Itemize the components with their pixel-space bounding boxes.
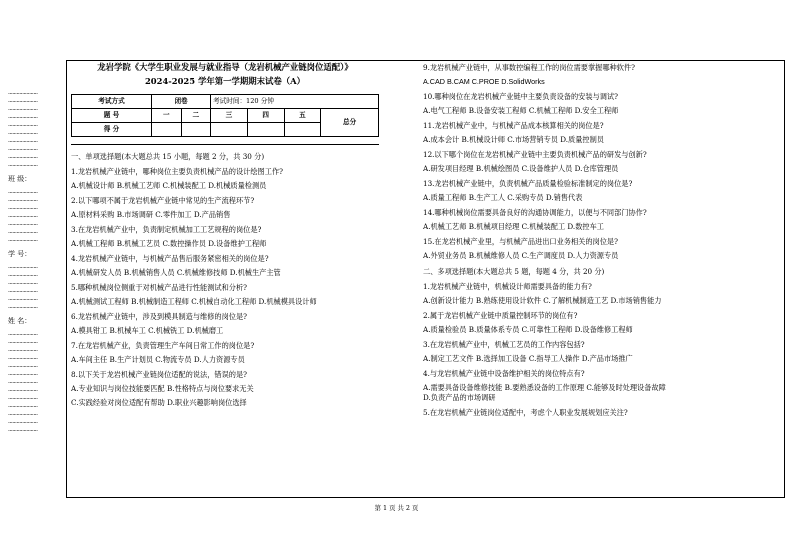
question: 5.哪种机械岗位侧重于对机械产品进行性能测试和分析? [71,283,248,292]
question-options: A.机械设计师 B.机械工艺师 C.机械装配工 D.机械质量检测员 [71,181,267,190]
dotted-line: ····················· [8,381,38,387]
q-col-4: 四 [247,109,284,123]
dotted-line: ····················· [8,349,38,355]
exam-frame [66,60,785,498]
dotted-line: ····················· [8,140,38,146]
question: 13.龙岩机械产业链中，负责机械产品质量检验标准制定的岗位是? [423,179,633,188]
score-table [71,94,379,137]
dotted-line: ····················· [8,306,38,312]
exam-title: 龙岩学院《大学生职业发展与就业指导（龙岩机械产业链岗位适配）》 [97,62,353,72]
dotted-line: ····················· [8,156,38,162]
question-options: A.外贸业务员 B.机械维修人员 C.生产调度员 D.人力资源专员 [423,251,619,260]
question-options: A.制定工艺文件 B.选择加工设备 C.指导工人操作 D.产品市场推广 [423,354,633,363]
question: 7.在龙岩机械产业，负责管理生产车间日常工作的岗位是? [71,341,255,350]
question-options: A.质量检验员 B.质量体系专员 C.可靠性工程师 D.设备维修工程师 [423,325,633,334]
question-options: A.电气工程师 B.设备安装工程师 C.机械工程师 D.安全工程师 [423,106,619,115]
dotted-line: ····················· [8,373,38,379]
right-column [423,61,779,417]
question-options: A.车间主任 B.生产计划员 C.物流专员 D.人力资源专员 [71,355,245,364]
dotted-line: ····················· [8,274,38,280]
dotted-line: ····················· [8,389,38,395]
question-options: C.实践经验对岗位适配有帮助 D.职业兴趣影响岗位选择 [71,398,247,407]
q-col-5: 五 [284,109,321,123]
section-heading: 二、多项选择题(本大题总共 5 题，每题 4 分，共 20 分) [423,267,605,276]
q-col-2: 二 [181,109,211,123]
dotted-line: ····················· [8,207,38,213]
dotted-line: ····················· [8,199,38,205]
question: 4.龙岩机械产业链中，与机械产品售后服务紧密相关的岗位是? [71,254,269,263]
page-footer: 第 1 页 共 2 页 [374,504,419,512]
exam-subtitle: 2024-2025 学年第一学期期末试卷（A） [144,75,305,86]
dotted-line: ····················· [8,231,38,237]
dotted-line: ····················· [8,405,38,411]
question-options: A.机械测试工程师 B.机械制造工程师 C.机械自动化工程师 D.机械模具设计师 [71,297,317,306]
dotted-line: ····················· [8,191,38,197]
question: 9.龙岩机械产业链中，从事数控编程工作的岗位需要掌握哪种软件? [423,63,635,72]
dotted-line: ····················· [8,397,38,403]
exam-mode-value: 闭卷 [151,95,210,109]
question-options: D.负责产品的市场调研 [423,393,496,402]
question-options: A.研发项目经理 B.机械绘图员 C.设备维护人员 D.仓库管理员 [423,164,619,173]
dotted-line: ····················· [8,239,38,245]
q-col-1: 一 [151,109,181,123]
score-cell[interactable] [284,123,321,137]
dotted-line: ····················· [8,100,38,106]
score-cell[interactable] [247,123,284,137]
question-options: A.质量工程师 B.生产工人 C.采购专员 D.销售代表 [423,193,583,202]
question: 10.哪种岗位在龙岩机械产业链中主要负责设备的安装与调试? [423,92,618,101]
dotted-line: ····················· [8,413,38,419]
dotted-line: ····················· [8,290,38,296]
dotted-line: ····················· [8,148,38,154]
dotted-line: ····················· [8,365,38,371]
dotted-line: ····················· [8,164,38,170]
score-cell[interactable] [151,123,181,137]
dotted-line: ····················· [8,215,38,221]
question-options: A.模具钳工 B.机械车工 C.机械铣工 D.机械磨工 [71,326,224,335]
name-label: 姓 名： [8,317,32,325]
question-options: A.CAD B.CAM C.PROE D.SolidWorks [423,77,545,86]
question: 14.哪种机械岗位需要具备良好的沟通协调能力，以便与不同部门协作? [423,208,647,217]
dotted-line: ····················· [8,429,38,435]
total-label: 总分 [321,109,379,137]
question: 2.以下哪项不属于龙岩机械产业链中常见的生产流程环节? [71,196,255,205]
binding-margin [8,90,60,520]
question: 3.在龙岩机械产业中，负责制定机械加工工艺规程的岗位是? [71,225,262,234]
score-cell[interactable] [211,123,248,137]
question-options: A.机械工程师 B.机械工艺员 C.数控操作员 D.设备维护工程师 [71,239,267,248]
dotted-line: ····················· [8,266,38,272]
question: 15.在龙岩机械产业里，与机械产品进出口业务相关的岗位是? [423,237,618,246]
question-options: A.专业知识与岗位技能要匹配 B.性格特点与岗位要求无关 [71,384,254,393]
score-label: 得 分 [72,123,152,137]
question: 5.在龙岩机械产业链岗位适配中，考虑个人职业发展规划应关注? [423,408,628,417]
question-options: A.机械工艺师 B.机械项目经理 C.机械装配工 D.数控车工 [423,222,604,231]
dotted-line: ····················· [8,282,38,288]
dotted-line: ····················· [8,108,38,114]
question: 8.以下关于龙岩机械产业链岗位适配的说法，错误的是? [71,370,248,379]
dotted-line: ····················· [8,298,38,304]
question-no-label: 题 号 [72,109,152,123]
question-options: A.成本会计 B.机械设计师 C.市场营销专员 D.质量控制员 [423,135,604,144]
divider [71,144,379,145]
question-options: A.创新设计能力 B.熟练使用设计软件 C.了解机械制造工艺 D.市场销售能力 [423,296,662,305]
dotted-line: ····················· [8,333,38,339]
question-options: A.需要具备设备维修技能 B.要熟悉设备的工作原理 C.能够及时处理设备故障 [423,383,666,392]
dotted-line: ····················· [8,421,38,427]
dotted-line: ····················· [8,116,38,122]
question-options: A.原材料采购 B.市场调研 C.零件加工 D.产品销售 [71,210,231,219]
exam-time: 考试时间：120 分钟 [211,95,379,109]
dotted-line: ····················· [8,132,38,138]
question: 11.龙岩机械产业中，与机械产品成本核算相关的岗位是? [423,121,604,130]
question: 1.龙岩机械产业链中，哪种岗位主要负责机械产品的设计绘图工作? [71,167,283,176]
dotted-line: ····················· [8,223,38,229]
dotted-line: ····················· [8,357,38,363]
section-heading: 一、单项选择题(本大题总共 15 小题，每题 2 分，共 30 分) [71,152,265,161]
score-cell[interactable] [181,123,211,137]
dotted-line: ····················· [8,124,38,130]
question: 4.与龙岩机械产业链中设备维护相关的岗位特点有? [423,369,585,378]
dotted-line: ····················· [8,341,38,347]
student-id-label: 学 号： [8,250,32,258]
q-col-3: 三 [211,109,248,123]
question: 12.以下哪个岗位在龙岩机械产业链中主要负责机械产品的研发与创新? [423,150,647,159]
question: 1.龙岩机械产业链中，机械设计师需要具备的能力有? [423,282,592,291]
dotted-line: ····················· [8,92,38,98]
left-column [71,61,379,407]
question-options: A.机械研发人员 B.机械销售人员 C.机械维修技师 D.机械生产主管 [71,268,281,277]
exam-mode-label: 考试方式 [72,95,152,109]
class-label: 班 级： [8,175,32,183]
question: 6.龙岩机械产业链中，涉及到模具制造与维修的岗位是? [71,312,248,321]
question: 3.在龙岩机械产业中，机械工艺员的工作内容包括? [423,340,585,349]
question: 2.属于龙岩机械产业链中质量控制环节的岗位有? [423,311,578,320]
